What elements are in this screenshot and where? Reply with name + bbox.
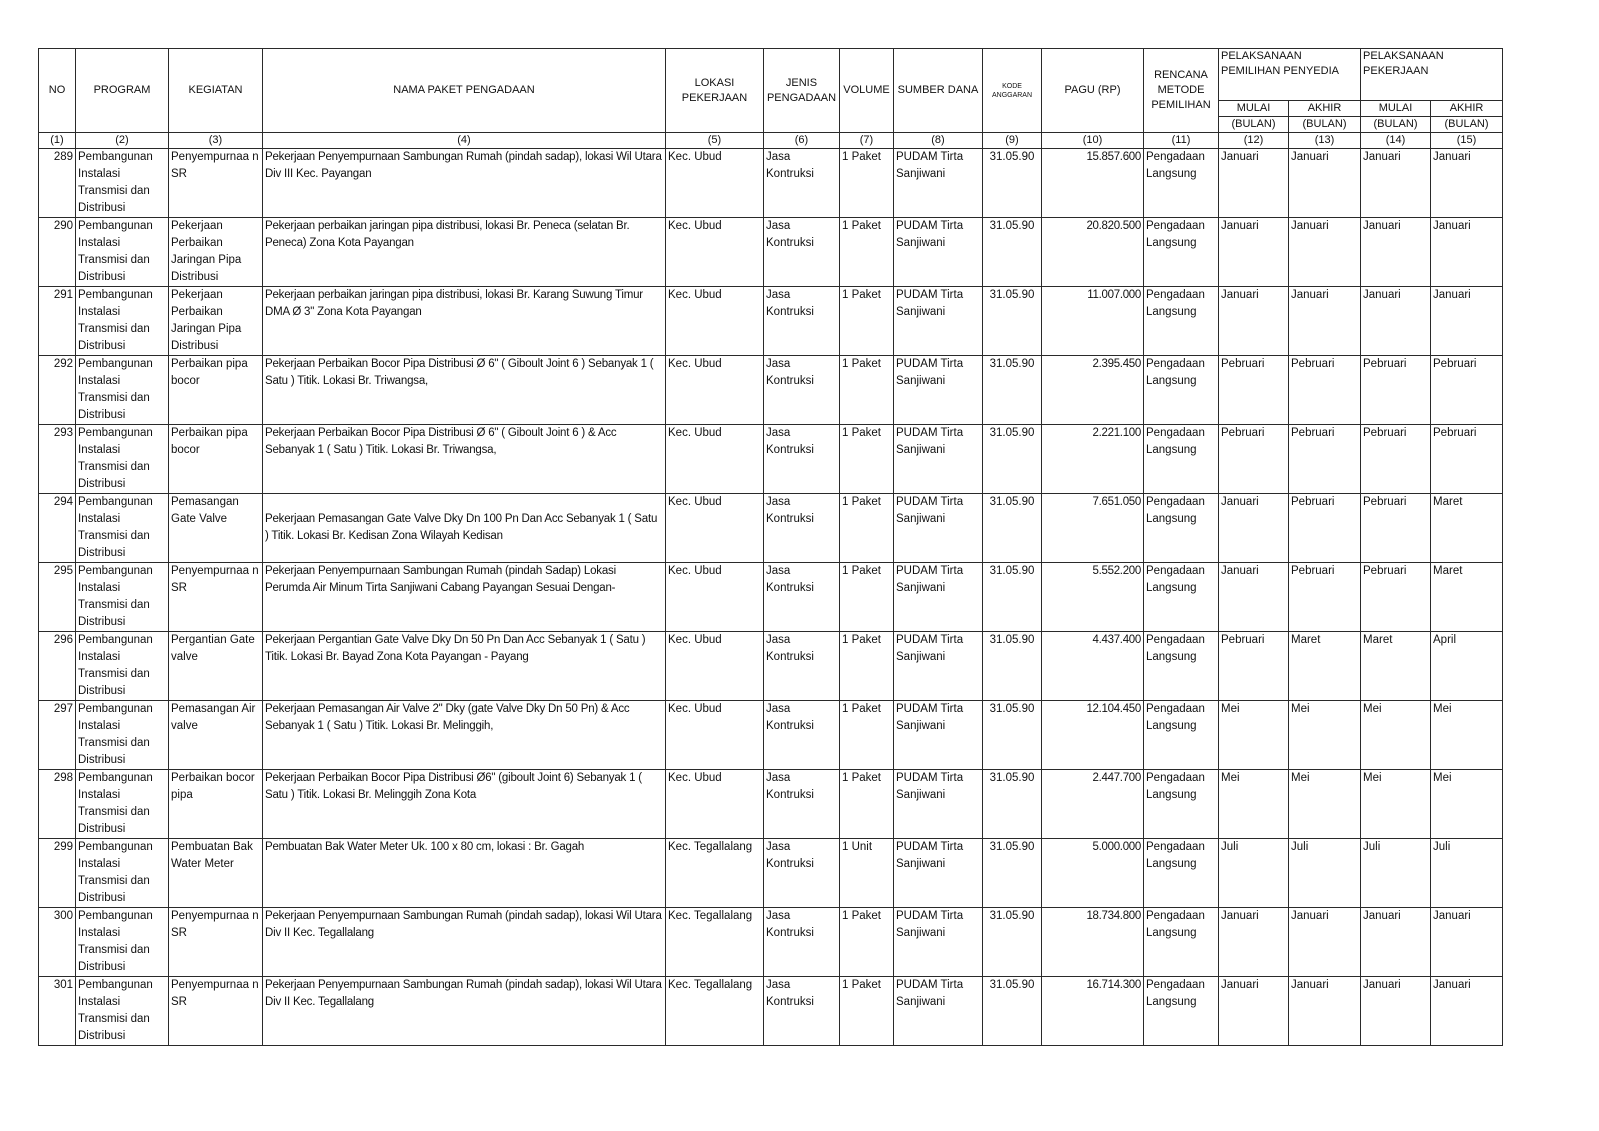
- table-header: [39, 49, 1503, 149]
- pemilihan-akhir-cell: Januari: [1289, 977, 1361, 1046]
- lokasi-cell: Kec. Tegallalang: [666, 908, 764, 977]
- table-row: [39, 425, 1503, 494]
- pemilihan-mulai-cell: Mei: [1219, 770, 1289, 839]
- jenis-pengadaan-cell: Jasa Kontruksi: [764, 770, 840, 839]
- column-number: (1): [39, 133, 76, 149]
- kegiatan-cell: Pembuatan Bak Water Meter: [169, 839, 263, 908]
- program-cell: Pembangunan Instalasi Transmisi dan Distribusi: [76, 287, 169, 356]
- column-number: (10): [1042, 133, 1144, 149]
- row-number: 300: [39, 908, 76, 977]
- jenis-pengadaan-cell: Jasa Kontruksi: [764, 425, 840, 494]
- volume-cell: 1 Paket: [840, 425, 894, 494]
- pekerjaan-mulai-cell: Pebruari: [1361, 425, 1431, 494]
- pekerjaan-akhir-cell: Mei: [1431, 770, 1503, 839]
- table-row: [39, 218, 1503, 287]
- pekerjaan-mulai-cell: Januari: [1361, 977, 1431, 1046]
- header-pelaksanaan-pekerjaan: PELAKSANAAN PEKERJAAN: [1361, 49, 1503, 101]
- pemilihan-mulai-cell: Januari: [1219, 494, 1289, 563]
- pekerjaan-akhir-cell: Januari: [1431, 149, 1503, 218]
- program-cell: Pembangunan Instalasi Transmisi dan Distribusi: [76, 632, 169, 701]
- pemilihan-mulai-cell: Januari: [1219, 977, 1289, 1046]
- pemilihan-akhir-cell: Maret: [1289, 632, 1361, 701]
- sumber-dana-cell: PUDAM Tirta Sanjiwani: [894, 218, 983, 287]
- pagu-cell: 2.221.100: [1042, 425, 1144, 494]
- table-row: [39, 287, 1503, 356]
- pagu-cell: 16.714.300: [1042, 977, 1144, 1046]
- kode-anggaran-cell: 31.05.90: [983, 149, 1042, 218]
- pekerjaan-akhir-cell: Maret: [1431, 563, 1503, 632]
- volume-cell: 1 Paket: [840, 149, 894, 218]
- program-cell: Pembangunan Instalasi Transmisi dan Distribusi: [76, 425, 169, 494]
- lokasi-cell: Kec. Ubud: [666, 425, 764, 494]
- pekerjaan-mulai-cell: Januari: [1361, 908, 1431, 977]
- nama-paket-cell: Pekerjaan Perbaikan Bocor Pipa Distribusi Ø 6" ( Giboult Joint 6 ) & Acc Sebanyak 1 ( Satu ) Titik. Lokasi Br. Triwangsa,: [263, 425, 666, 494]
- jenis-pengadaan-cell: Jasa Kontruksi: [764, 908, 840, 977]
- column-number-row: [39, 133, 1503, 149]
- pemilihan-mulai-cell: Januari: [1219, 149, 1289, 218]
- volume-cell: 1 Paket: [840, 287, 894, 356]
- pemilihan-akhir-cell: Pebruari: [1289, 563, 1361, 632]
- metode-pemilihan-cell: Pengadaan Langsung: [1144, 839, 1219, 908]
- header-pekerjaan-mulai: MULAI: [1361, 101, 1431, 117]
- volume-cell: 1 Paket: [840, 494, 894, 563]
- pemilihan-mulai-cell: Januari: [1219, 563, 1289, 632]
- sumber-dana-cell: PUDAM Tirta Sanjiwani: [894, 977, 983, 1046]
- sumber-dana-cell: PUDAM Tirta Sanjiwani: [894, 839, 983, 908]
- row-number: 301: [39, 977, 76, 1046]
- pemilihan-akhir-cell: Januari: [1289, 149, 1361, 218]
- nama-paket-cell: Pekerjaan Pergantian Gate Valve Dky Dn 50 Pn Dan Acc Sebanyak 1 ( Satu ) Titik. Lokasi Br. Bayad Zona Kota Payangan - Payang: [263, 632, 666, 701]
- jenis-pengadaan-cell: Jasa Kontruksi: [764, 632, 840, 701]
- program-cell: Pembangunan Instalasi Transmisi dan Distribusi: [76, 908, 169, 977]
- metode-pemilihan-cell: Pengadaan Langsung: [1144, 908, 1219, 977]
- row-number: 292: [39, 356, 76, 425]
- header-pelaksanaan-pemilihan: PELAKSANAAN PEMILIHAN PENYEDIA: [1219, 49, 1361, 101]
- jenis-pengadaan-cell: Jasa Kontruksi: [764, 839, 840, 908]
- sumber-dana-cell: PUDAM Tirta Sanjiwani: [894, 563, 983, 632]
- kegiatan-cell: Pemasangan Gate Valve: [169, 494, 263, 563]
- sumber-dana-cell: PUDAM Tirta Sanjiwani: [894, 356, 983, 425]
- pemilihan-akhir-cell: Mei: [1289, 770, 1361, 839]
- header-bulan: (BULAN): [1431, 117, 1503, 133]
- header-kode-anggaran: KODE ANGGARAN: [983, 49, 1042, 133]
- pagu-cell: 2.395.450: [1042, 356, 1144, 425]
- nama-paket-cell: Pekerjaan Penyempurnaan Sambungan Rumah (pindah sadap), lokasi Wil Utara Div II Kec. Tegallalang: [263, 977, 666, 1046]
- jenis-pengadaan-cell: Jasa Kontruksi: [764, 356, 840, 425]
- column-number: (13): [1289, 133, 1361, 149]
- pemilihan-mulai-cell: Mei: [1219, 701, 1289, 770]
- table-row: [39, 908, 1503, 977]
- pemilihan-akhir-cell: Januari: [1289, 218, 1361, 287]
- pemilihan-mulai-cell: Pebruari: [1219, 632, 1289, 701]
- header-bulan: (BULAN): [1289, 117, 1361, 133]
- table-body: [39, 149, 1503, 1046]
- pekerjaan-mulai-cell: Mei: [1361, 770, 1431, 839]
- volume-cell: 1 Paket: [840, 701, 894, 770]
- program-cell: Pembangunan Instalasi Transmisi dan Distribusi: [76, 356, 169, 425]
- table-row: [39, 494, 1503, 563]
- table-row: [39, 977, 1503, 1046]
- row-number: 297: [39, 701, 76, 770]
- lokasi-cell: Kec. Ubud: [666, 563, 764, 632]
- nama-paket-cell: Pekerjaan Penyempurnaan Sambungan Rumah (pindah sadap), lokasi Wil Utara Div III Kec. Payangan: [263, 149, 666, 218]
- pagu-cell: 18.734.800: [1042, 908, 1144, 977]
- pekerjaan-mulai-cell: Pebruari: [1361, 494, 1431, 563]
- program-cell: Pembangunan Instalasi Transmisi dan Distribusi: [76, 839, 169, 908]
- header-bulan: (BULAN): [1219, 117, 1289, 133]
- metode-pemilihan-cell: Pengadaan Langsung: [1144, 977, 1219, 1046]
- pagu-cell: 2.447.700: [1042, 770, 1144, 839]
- pagu-cell: 15.857.600: [1042, 149, 1144, 218]
- metode-pemilihan-cell: Pengadaan Langsung: [1144, 425, 1219, 494]
- pekerjaan-akhir-cell: Januari: [1431, 218, 1503, 287]
- sumber-dana-cell: PUDAM Tirta Sanjiwani: [894, 908, 983, 977]
- pekerjaan-mulai-cell: Januari: [1361, 149, 1431, 218]
- column-number: (11): [1144, 133, 1219, 149]
- program-cell: Pembangunan Instalasi Transmisi dan Distribusi: [76, 218, 169, 287]
- nama-paket-cell: Pekerjaan Penyempurnaan Sambungan Rumah (pindah sadap), lokasi Wil Utara Div II Kec. Tegallalang: [263, 908, 666, 977]
- kegiatan-cell: Penyempurnaa n SR: [169, 149, 263, 218]
- program-cell: Pembangunan Instalasi Transmisi dan Distribusi: [76, 563, 169, 632]
- volume-cell: 1 Unit: [840, 839, 894, 908]
- row-number: 299: [39, 839, 76, 908]
- pagu-cell: 4.437.400: [1042, 632, 1144, 701]
- sumber-dana-cell: PUDAM Tirta Sanjiwani: [894, 494, 983, 563]
- kegiatan-cell: Perbaikan bocor pipa: [169, 770, 263, 839]
- pekerjaan-akhir-cell: Juli: [1431, 839, 1503, 908]
- program-cell: Pembangunan Instalasi Transmisi dan Distribusi: [76, 701, 169, 770]
- kode-anggaran-cell: 31.05.90: [983, 218, 1042, 287]
- program-cell: Pembangunan Instalasi Transmisi dan Distribusi: [76, 977, 169, 1046]
- pagu-cell: 5.000.000: [1042, 839, 1144, 908]
- pekerjaan-akhir-cell: Januari: [1431, 908, 1503, 977]
- nama-paket-cell: Pembuatan Bak Water Meter Uk. 100 x 80 cm, lokasi : Br. Gagah: [263, 839, 666, 908]
- column-number: (8): [894, 133, 983, 149]
- kegiatan-cell: Penyempurnaa n SR: [169, 908, 263, 977]
- lokasi-cell: Kec. Ubud: [666, 149, 764, 218]
- program-cell: Pembangunan Instalasi Transmisi dan Distribusi: [76, 149, 169, 218]
- jenis-pengadaan-cell: Jasa Kontruksi: [764, 218, 840, 287]
- sumber-dana-cell: PUDAM Tirta Sanjiwani: [894, 425, 983, 494]
- row-number: 290: [39, 218, 76, 287]
- metode-pemilihan-cell: Pengadaan Langsung: [1144, 563, 1219, 632]
- pekerjaan-akhir-cell: April: [1431, 632, 1503, 701]
- pemilihan-mulai-cell: Pebruari: [1219, 356, 1289, 425]
- pekerjaan-akhir-cell: Januari: [1431, 287, 1503, 356]
- volume-cell: 1 Paket: [840, 908, 894, 977]
- column-number: (7): [840, 133, 894, 149]
- pekerjaan-akhir-cell: Januari: [1431, 977, 1503, 1046]
- pekerjaan-akhir-cell: Pebruari: [1431, 425, 1503, 494]
- jenis-pengadaan-cell: Jasa Kontruksi: [764, 149, 840, 218]
- header-nama-paket: NAMA PAKET PENGADAAN: [263, 49, 666, 133]
- kode-anggaran-cell: 31.05.90: [983, 701, 1042, 770]
- program-cell: Pembangunan Instalasi Transmisi dan Distribusi: [76, 770, 169, 839]
- table-row: [39, 149, 1503, 218]
- volume-cell: 1 Paket: [840, 770, 894, 839]
- pemilihan-akhir-cell: Mei: [1289, 701, 1361, 770]
- lokasi-cell: Kec. Ubud: [666, 218, 764, 287]
- sumber-dana-cell: PUDAM Tirta Sanjiwani: [894, 287, 983, 356]
- pekerjaan-akhir-cell: Pebruari: [1431, 356, 1503, 425]
- pemilihan-akhir-cell: Pebruari: [1289, 494, 1361, 563]
- jenis-pengadaan-cell: Jasa Kontruksi: [764, 977, 840, 1046]
- row-number: 289: [39, 149, 76, 218]
- pagu-cell: 20.820.500: [1042, 218, 1144, 287]
- table-row: [39, 701, 1503, 770]
- sumber-dana-cell: PUDAM Tirta Sanjiwani: [894, 770, 983, 839]
- kode-anggaran-cell: 31.05.90: [983, 908, 1042, 977]
- lokasi-cell: Kec. Ubud: [666, 632, 764, 701]
- kegiatan-cell: Perbaikan pipa bocor: [169, 356, 263, 425]
- kegiatan-cell: Penyempurnaa n SR: [169, 563, 263, 632]
- pekerjaan-akhir-cell: Mei: [1431, 701, 1503, 770]
- row-number: 291: [39, 287, 76, 356]
- metode-pemilihan-cell: Pengadaan Langsung: [1144, 770, 1219, 839]
- lokasi-cell: Kec. Ubud: [666, 770, 764, 839]
- pemilihan-akhir-cell: Pebruari: [1289, 425, 1361, 494]
- nama-paket-cell: Pekerjaan Perbaikan Bocor Pipa Distribusi Ø 6" ( Giboult Joint 6 ) Sebanyak 1 ( Satu ) Titik. Lokasi Br. Triwangsa,: [263, 356, 666, 425]
- metode-pemilihan-cell: Pengadaan Langsung: [1144, 149, 1219, 218]
- pekerjaan-mulai-cell: Pebruari: [1361, 563, 1431, 632]
- kode-anggaran-cell: 31.05.90: [983, 356, 1042, 425]
- header-pemilihan-akhir: AKHIR: [1289, 101, 1361, 117]
- pagu-cell: 7.651.050: [1042, 494, 1144, 563]
- pagu-cell: 5.552.200: [1042, 563, 1144, 632]
- jenis-pengadaan-cell: Jasa Kontruksi: [764, 494, 840, 563]
- nama-paket-cell: Pekerjaan perbaikan jaringan pipa distribusi, lokasi Br. Peneca (selatan Br. Peneca) Zona Kota Payangan: [263, 218, 666, 287]
- metode-pemilihan-cell: Pengadaan Langsung: [1144, 218, 1219, 287]
- metode-pemilihan-cell: Pengadaan Langsung: [1144, 494, 1219, 563]
- sumber-dana-cell: PUDAM Tirta Sanjiwani: [894, 149, 983, 218]
- nama-paket-cell: Pekerjaan Pemasangan Gate Valve Dky Dn 100 Pn Dan Acc Sebanyak 1 ( Satu ) Titik. Lokasi Br. Kedisan Zona Wilayah Kedisan: [263, 494, 666, 563]
- kegiatan-cell: Pemasangan Air valve: [169, 701, 263, 770]
- header-kegiatan: KEGIATAN: [169, 49, 263, 133]
- metode-pemilihan-cell: Pengadaan Langsung: [1144, 701, 1219, 770]
- kegiatan-cell: Penyempurnaa n SR: [169, 977, 263, 1046]
- header-no: NO: [39, 49, 76, 133]
- metode-pemilihan-cell: Pengadaan Langsung: [1144, 287, 1219, 356]
- header-program: PROGRAM: [76, 49, 169, 133]
- nama-paket-cell: Pekerjaan perbaikan jaringan pipa distribusi, lokasi Br. Karang Suwung Timur DMA Ø 3" Zona Kota Payangan: [263, 287, 666, 356]
- kode-anggaran-cell: 31.05.90: [983, 425, 1042, 494]
- kegiatan-cell: Pekerjaan Perbaikan Jaringan Pipa Distribusi: [169, 218, 263, 287]
- header-pekerjaan-akhir: AKHIR: [1431, 101, 1503, 117]
- kode-anggaran-cell: 31.05.90: [983, 977, 1042, 1046]
- sumber-dana-cell: PUDAM Tirta Sanjiwani: [894, 632, 983, 701]
- column-number: (15): [1431, 133, 1503, 149]
- pekerjaan-mulai-cell: Juli: [1361, 839, 1431, 908]
- table-row: [39, 356, 1503, 425]
- volume-cell: 1 Paket: [840, 218, 894, 287]
- pekerjaan-mulai-cell: Pebruari: [1361, 356, 1431, 425]
- pekerjaan-mulai-cell: Mei: [1361, 701, 1431, 770]
- kode-anggaran-cell: 31.05.90: [983, 770, 1042, 839]
- sumber-dana-cell: PUDAM Tirta Sanjiwani: [894, 701, 983, 770]
- pemilihan-mulai-cell: Januari: [1219, 287, 1289, 356]
- pemilihan-akhir-cell: Juli: [1289, 839, 1361, 908]
- header-rencana-metode: RENCANA METODE PEMILIHAN: [1144, 49, 1219, 133]
- pemilihan-akhir-cell: Januari: [1289, 908, 1361, 977]
- column-number: (9): [983, 133, 1042, 149]
- header-pagu: PAGU (RP): [1042, 49, 1144, 133]
- pemilihan-mulai-cell: Pebruari: [1219, 425, 1289, 494]
- metode-pemilihan-cell: Pengadaan Langsung: [1144, 632, 1219, 701]
- column-number: (5): [666, 133, 764, 149]
- program-cell: Pembangunan Instalasi Transmisi dan Distribusi: [76, 494, 169, 563]
- lokasi-cell: Kec. Ubud: [666, 287, 764, 356]
- row-number: 294: [39, 494, 76, 563]
- row-number: 295: [39, 563, 76, 632]
- pekerjaan-mulai-cell: Maret: [1361, 632, 1431, 701]
- column-number: (6): [764, 133, 840, 149]
- nama-paket-cell: Pekerjaan Pemasangan Air Valve 2" Dky (gate Valve Dky Dn 50 Pn) & Acc Sebanyak 1 ( Satu ) Titik. Lokasi Br. Melinggih,: [263, 701, 666, 770]
- pemilihan-mulai-cell: Juli: [1219, 839, 1289, 908]
- pekerjaan-mulai-cell: Januari: [1361, 287, 1431, 356]
- column-number: (4): [263, 133, 666, 149]
- jenis-pengadaan-cell: Jasa Kontruksi: [764, 287, 840, 356]
- table-row: [39, 632, 1503, 701]
- table-row: [39, 839, 1503, 908]
- volume-cell: 1 Paket: [840, 977, 894, 1046]
- volume-cell: 1 Paket: [840, 356, 894, 425]
- kegiatan-cell: Perbaikan pipa bocor: [169, 425, 263, 494]
- pagu-cell: 12.104.450: [1042, 701, 1144, 770]
- kode-anggaran-cell: 31.05.90: [983, 287, 1042, 356]
- header-bulan: (BULAN): [1361, 117, 1431, 133]
- row-number: 293: [39, 425, 76, 494]
- lokasi-cell: Kec. Ubud: [666, 494, 764, 563]
- header-jenis: JENIS PENGADAAN: [764, 49, 840, 133]
- volume-cell: 1 Paket: [840, 563, 894, 632]
- header-volume: VOLUME: [840, 49, 894, 133]
- pagu-cell: 11.007.000: [1042, 287, 1144, 356]
- lokasi-cell: Kec. Tegallalang: [666, 839, 764, 908]
- column-number: (12): [1219, 133, 1289, 149]
- table-row: [39, 563, 1503, 632]
- table-row: [39, 770, 1503, 839]
- jenis-pengadaan-cell: Jasa Kontruksi: [764, 701, 840, 770]
- kode-anggaran-cell: 31.05.90: [983, 632, 1042, 701]
- lokasi-cell: Kec. Ubud: [666, 356, 764, 425]
- nama-paket-cell: Pekerjaan Perbaikan Bocor Pipa Distribusi Ø6" (giboult Joint 6) Sebanyak 1 ( Satu ) Titik. Lokasi Br. Melinggih Zona Kota: [263, 770, 666, 839]
- header-lokasi: LOKASI PEKERJAAN: [666, 49, 764, 133]
- pekerjaan-akhir-cell: Maret: [1431, 494, 1503, 563]
- pemilihan-mulai-cell: Januari: [1219, 218, 1289, 287]
- kode-anggaran-cell: 31.05.90: [983, 494, 1042, 563]
- column-number: (2): [76, 133, 169, 149]
- jenis-pengadaan-cell: Jasa Kontruksi: [764, 563, 840, 632]
- pemilihan-mulai-cell: Januari: [1219, 908, 1289, 977]
- pemilihan-akhir-cell: Pebruari: [1289, 356, 1361, 425]
- nama-paket-cell: Pekerjaan Penyempurnaan Sambungan Rumah (pindah Sadap) Lokasi Perumda Air Minum Tirta Sanjiwani Cabang Payangan Sesuai Dengan-: [263, 563, 666, 632]
- lokasi-cell: Kec. Ubud: [666, 701, 764, 770]
- column-number: (3): [169, 133, 263, 149]
- row-number: 296: [39, 632, 76, 701]
- pekerjaan-mulai-cell: Januari: [1361, 218, 1431, 287]
- header-sumber-dana: SUMBER DANA: [894, 49, 983, 133]
- column-number: (14): [1361, 133, 1431, 149]
- row-number: 298: [39, 770, 76, 839]
- kode-anggaran-cell: 31.05.90: [983, 839, 1042, 908]
- procurement-table: [38, 48, 1503, 1046]
- kegiatan-cell: Pekerjaan Perbaikan Jaringan Pipa Distribusi: [169, 287, 263, 356]
- volume-cell: 1 Paket: [840, 632, 894, 701]
- pemilihan-akhir-cell: Januari: [1289, 287, 1361, 356]
- lokasi-cell: Kec. Tegallalang: [666, 977, 764, 1046]
- header-pemilihan-mulai: MULAI: [1219, 101, 1289, 117]
- kode-anggaran-cell: 31.05.90: [983, 563, 1042, 632]
- metode-pemilihan-cell: Pengadaan Langsung: [1144, 356, 1219, 425]
- kegiatan-cell: Pergantian Gate valve: [169, 632, 263, 701]
